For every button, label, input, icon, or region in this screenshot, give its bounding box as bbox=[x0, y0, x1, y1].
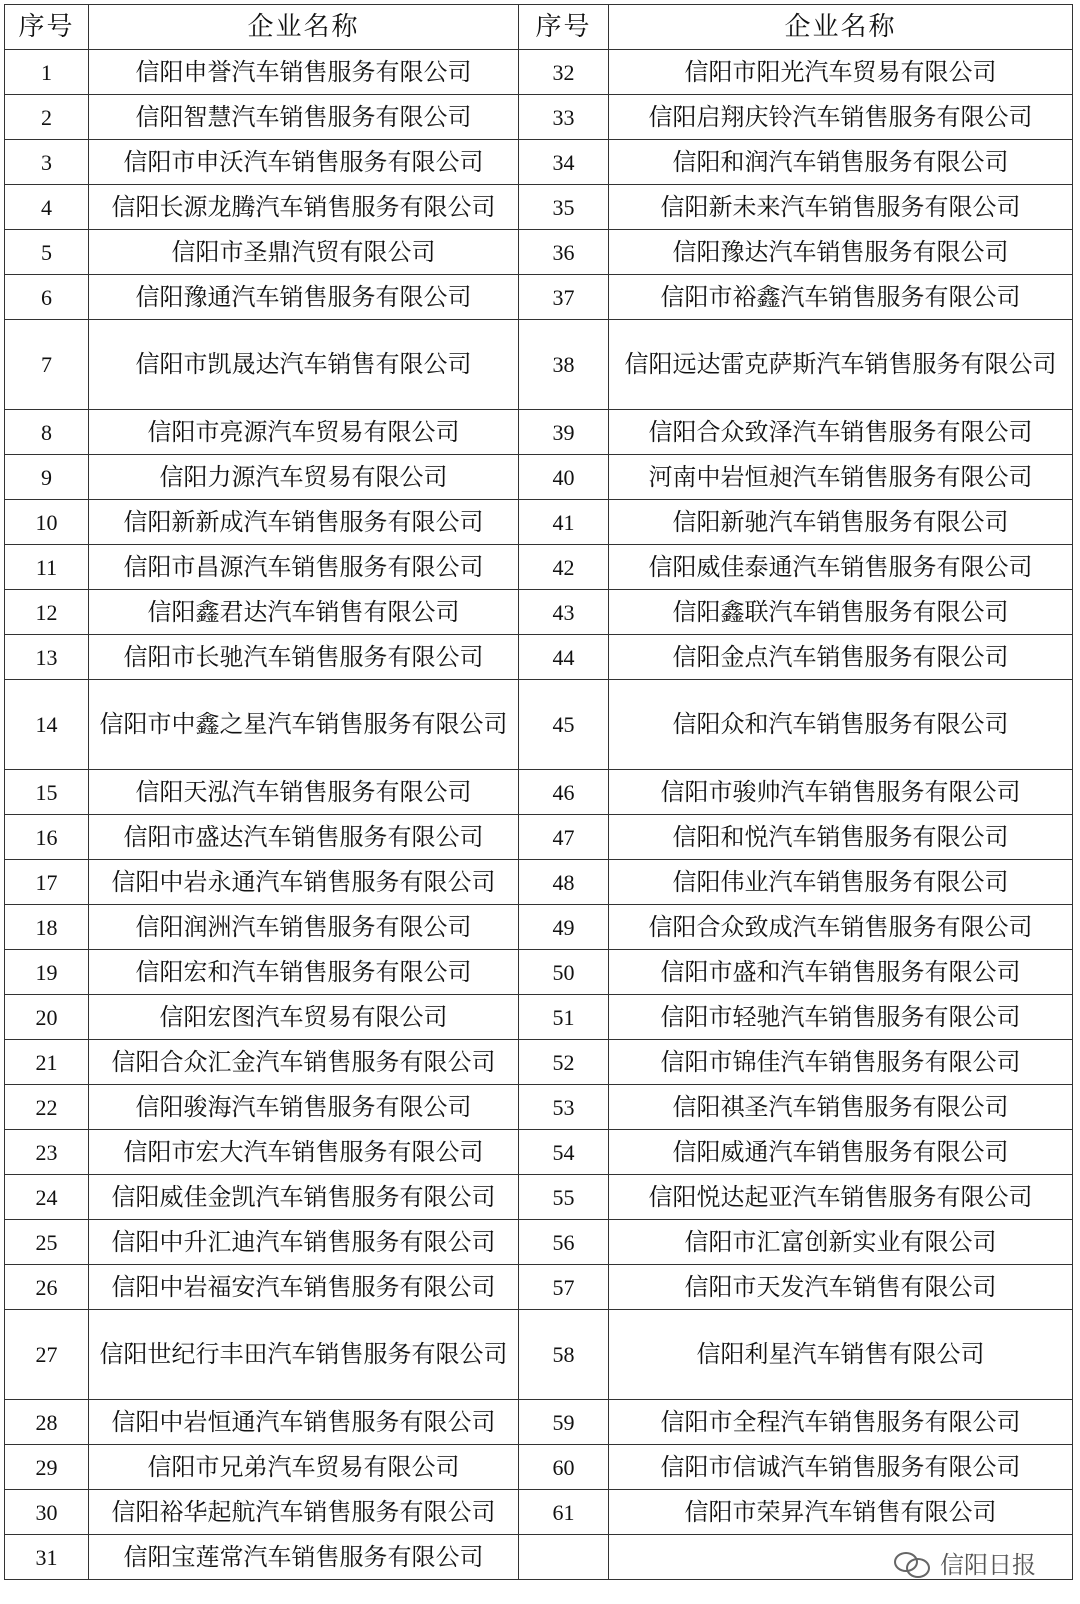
table-row bbox=[5, 545, 1073, 590]
serial-cell: 34 bbox=[519, 140, 609, 185]
company-name-cell: 信阳合众汇金汽车销售服务有限公司 bbox=[89, 1040, 519, 1085]
serial-cell: 51 bbox=[519, 995, 609, 1040]
serial-cell: 12 bbox=[5, 590, 89, 635]
company-name-cell: 信阳合众致成汽车销售服务有限公司 bbox=[609, 905, 1073, 950]
company-name-cell: 信阳市圣鼎汽贸有限公司 bbox=[89, 230, 519, 275]
company-name-cell: 信阳市汇富创新实业有限公司 bbox=[609, 1220, 1073, 1265]
table-row bbox=[5, 185, 1073, 230]
serial-cell: 41 bbox=[519, 500, 609, 545]
company-name-cell: 信阳市天发汽车销售有限公司 bbox=[609, 1265, 1073, 1310]
serial-cell: 60 bbox=[519, 1445, 609, 1490]
table-row bbox=[5, 590, 1073, 635]
header-name-left: 企业名称 bbox=[89, 5, 519, 50]
serial-cell: 13 bbox=[5, 635, 89, 680]
company-name-cell: 信阳宏图汽车贸易有限公司 bbox=[89, 995, 519, 1040]
company-name-cell: 信阳威佳金凯汽车销售服务有限公司 bbox=[89, 1175, 519, 1220]
serial-cell: 2 bbox=[5, 95, 89, 140]
serial-cell: 54 bbox=[519, 1130, 609, 1175]
serial-cell: 21 bbox=[5, 1040, 89, 1085]
company-name-cell: 信阳市长驰汽车销售服务有限公司 bbox=[89, 635, 519, 680]
serial-cell: 5 bbox=[5, 230, 89, 275]
company-name-cell: 信阳市裕鑫汽车销售服务有限公司 bbox=[609, 275, 1073, 320]
serial-cell: 23 bbox=[5, 1130, 89, 1175]
company-name-cell: 信阳豫达汽车销售服务有限公司 bbox=[609, 230, 1073, 275]
company-name-cell: 信阳豫通汽车销售服务有限公司 bbox=[89, 275, 519, 320]
company-name-cell: 信阳中岩恒通汽车销售服务有限公司 bbox=[89, 1400, 519, 1445]
company-name-cell: 信阳金点汽车销售服务有限公司 bbox=[609, 635, 1073, 680]
serial-cell: 53 bbox=[519, 1085, 609, 1130]
serial-cell bbox=[519, 1535, 609, 1580]
serial-cell: 15 bbox=[5, 770, 89, 815]
table-row bbox=[5, 815, 1073, 860]
table-row bbox=[5, 1400, 1073, 1445]
serial-cell: 35 bbox=[519, 185, 609, 230]
serial-cell: 20 bbox=[5, 995, 89, 1040]
company-name-cell: 信阳市轻驰汽车销售服务有限公司 bbox=[609, 995, 1073, 1040]
serial-cell: 31 bbox=[5, 1535, 89, 1580]
company-name-cell: 信阳和悦汽车销售服务有限公司 bbox=[609, 815, 1073, 860]
serial-cell: 45 bbox=[519, 680, 609, 770]
company-name-cell: 信阳合众致泽汽车销售服务有限公司 bbox=[609, 410, 1073, 455]
company-name-cell: 信阳众和汽车销售服务有限公司 bbox=[609, 680, 1073, 770]
wechat-icon bbox=[892, 1548, 934, 1578]
serial-cell: 61 bbox=[519, 1490, 609, 1535]
serial-cell: 4 bbox=[5, 185, 89, 230]
company-name-cell: 信阳中岩福安汽车销售服务有限公司 bbox=[89, 1265, 519, 1310]
table-row bbox=[5, 1220, 1073, 1265]
serial-cell: 46 bbox=[519, 770, 609, 815]
company-name-cell: 信阳骏海汽车销售服务有限公司 bbox=[89, 1085, 519, 1130]
header-name-right: 企业名称 bbox=[609, 5, 1073, 50]
serial-cell: 43 bbox=[519, 590, 609, 635]
serial-cell: 24 bbox=[5, 1175, 89, 1220]
table-row bbox=[5, 50, 1073, 95]
company-name-cell: 信阳市锦佳汽车销售服务有限公司 bbox=[609, 1040, 1073, 1085]
company-name-cell: 信阳市中鑫之星汽车销售服务有限公司 bbox=[89, 680, 519, 770]
table-row bbox=[5, 275, 1073, 320]
watermark-text: 信阳日报 bbox=[940, 1551, 1036, 1579]
table-row bbox=[5, 1490, 1073, 1535]
company-name-cell: 信阳市信诚汽车销售服务有限公司 bbox=[609, 1445, 1073, 1490]
company-name-cell: 信阳宏和汽车销售服务有限公司 bbox=[89, 950, 519, 995]
serial-cell: 48 bbox=[519, 860, 609, 905]
company-name-cell: 信阳利星汽车销售有限公司 bbox=[609, 1310, 1073, 1400]
company-name-cell: 信阳长源龙腾汽车销售服务有限公司 bbox=[89, 185, 519, 230]
company-name-cell: 信阳远达雷克萨斯汽车销售服务有限公司 bbox=[609, 320, 1073, 410]
serial-cell: 33 bbox=[519, 95, 609, 140]
serial-cell: 40 bbox=[519, 455, 609, 500]
enterprise-table bbox=[4, 4, 1073, 1580]
company-name-cell: 信阳威通汽车销售服务有限公司 bbox=[609, 1130, 1073, 1175]
table-row bbox=[5, 455, 1073, 500]
serial-cell: 44 bbox=[519, 635, 609, 680]
serial-cell: 14 bbox=[5, 680, 89, 770]
serial-cell: 26 bbox=[5, 1265, 89, 1310]
serial-cell: 55 bbox=[519, 1175, 609, 1220]
company-name-cell: 信阳世纪行丰田汽车销售服务有限公司 bbox=[89, 1310, 519, 1400]
company-name-cell: 信阳市兄弟汽车贸易有限公司 bbox=[89, 1445, 519, 1490]
serial-cell: 36 bbox=[519, 230, 609, 275]
serial-cell: 49 bbox=[519, 905, 609, 950]
company-name-cell: 信阳市盛和汽车销售服务有限公司 bbox=[609, 950, 1073, 995]
serial-cell: 52 bbox=[519, 1040, 609, 1085]
company-name-cell: 信阳智慧汽车销售服务有限公司 bbox=[89, 95, 519, 140]
table-row bbox=[5, 230, 1073, 275]
company-name-cell: 信阳新未来汽车销售服务有限公司 bbox=[609, 185, 1073, 230]
serial-cell: 8 bbox=[5, 410, 89, 455]
company-name-cell: 信阳新新成汽车销售服务有限公司 bbox=[89, 500, 519, 545]
table-row bbox=[5, 500, 1073, 545]
serial-cell: 39 bbox=[519, 410, 609, 455]
company-name-cell: 信阳市荣昇汽车销售有限公司 bbox=[609, 1490, 1073, 1535]
company-name-cell: 河南中岩恒昶汽车销售服务有限公司 bbox=[609, 455, 1073, 500]
table-row bbox=[5, 140, 1073, 185]
company-name-cell: 信阳力源汽车贸易有限公司 bbox=[89, 455, 519, 500]
serial-cell: 57 bbox=[519, 1265, 609, 1310]
serial-cell: 9 bbox=[5, 455, 89, 500]
company-name-cell: 信阳市盛达汽车销售服务有限公司 bbox=[89, 815, 519, 860]
company-name-cell: 信阳市宏大汽车销售服务有限公司 bbox=[89, 1130, 519, 1175]
serial-cell: 50 bbox=[519, 950, 609, 995]
company-name-cell: 信阳中岩永通汽车销售服务有限公司 bbox=[89, 860, 519, 905]
table-row bbox=[5, 905, 1073, 950]
table-row bbox=[5, 1130, 1073, 1175]
company-name-cell: 信阳悦达起亚汽车销售服务有限公司 bbox=[609, 1175, 1073, 1220]
table-row bbox=[5, 995, 1073, 1040]
company-name-cell: 信阳鑫君达汽车销售有限公司 bbox=[89, 590, 519, 635]
header-serial-left: 序号 bbox=[5, 5, 89, 50]
table-row bbox=[5, 1310, 1073, 1400]
company-name-cell: 信阳市凯晟达汽车销售有限公司 bbox=[89, 320, 519, 410]
company-name-cell: 信阳裕华起航汽车销售服务有限公司 bbox=[89, 1490, 519, 1535]
table-row bbox=[5, 1040, 1073, 1085]
serial-cell: 7 bbox=[5, 320, 89, 410]
table-header-row bbox=[5, 5, 1073, 50]
serial-cell: 28 bbox=[5, 1400, 89, 1445]
table-row bbox=[5, 1175, 1073, 1220]
table-row bbox=[5, 320, 1073, 410]
table-row bbox=[5, 950, 1073, 995]
serial-cell: 38 bbox=[519, 320, 609, 410]
serial-cell: 1 bbox=[5, 50, 89, 95]
table-row bbox=[5, 1085, 1073, 1130]
company-name-cell: 信阳市全程汽车销售服务有限公司 bbox=[609, 1400, 1073, 1445]
serial-cell: 11 bbox=[5, 545, 89, 590]
serial-cell: 6 bbox=[5, 275, 89, 320]
company-name-cell: 信阳天泓汽车销售服务有限公司 bbox=[89, 770, 519, 815]
company-name-cell: 信阳宝莲常汽车销售服务有限公司 bbox=[89, 1535, 519, 1580]
serial-cell: 56 bbox=[519, 1220, 609, 1265]
company-name-cell: 信阳中升汇迪汽车销售服务有限公司 bbox=[89, 1220, 519, 1265]
company-name-cell: 信阳新驰汽车销售服务有限公司 bbox=[609, 500, 1073, 545]
serial-cell: 58 bbox=[519, 1310, 609, 1400]
watermark bbox=[892, 1545, 1036, 1580]
table-row bbox=[5, 1445, 1073, 1490]
company-name-cell: 信阳威佳泰通汽车销售服务有限公司 bbox=[609, 545, 1073, 590]
table-row bbox=[5, 770, 1073, 815]
serial-cell: 19 bbox=[5, 950, 89, 995]
company-name-cell: 信阳申誉汽车销售服务有限公司 bbox=[89, 50, 519, 95]
serial-cell: 25 bbox=[5, 1220, 89, 1265]
company-name-cell: 信阳伟业汽车销售服务有限公司 bbox=[609, 860, 1073, 905]
table-row bbox=[5, 680, 1073, 770]
company-name-cell: 信阳润洲汽车销售服务有限公司 bbox=[89, 905, 519, 950]
company-name-cell: 信阳启翔庆铃汽车销售服务有限公司 bbox=[609, 95, 1073, 140]
serial-cell: 30 bbox=[5, 1490, 89, 1535]
serial-cell: 27 bbox=[5, 1310, 89, 1400]
table-row bbox=[5, 860, 1073, 905]
serial-cell: 18 bbox=[5, 905, 89, 950]
company-name-cell: 信阳市亮源汽车贸易有限公司 bbox=[89, 410, 519, 455]
table-row bbox=[5, 635, 1073, 680]
header-serial-right: 序号 bbox=[519, 5, 609, 50]
company-name-cell: 信阳鑫联汽车销售服务有限公司 bbox=[609, 590, 1073, 635]
company-name-cell: 信阳市阳光汽车贸易有限公司 bbox=[609, 50, 1073, 95]
table-row bbox=[5, 410, 1073, 455]
serial-cell: 10 bbox=[5, 500, 89, 545]
serial-cell: 22 bbox=[5, 1085, 89, 1130]
serial-cell: 37 bbox=[519, 275, 609, 320]
company-name-cell: 信阳市申沃汽车销售服务有限公司 bbox=[89, 140, 519, 185]
serial-cell: 29 bbox=[5, 1445, 89, 1490]
serial-cell: 59 bbox=[519, 1400, 609, 1445]
serial-cell: 3 bbox=[5, 140, 89, 185]
serial-cell: 32 bbox=[519, 50, 609, 95]
table-row bbox=[5, 95, 1073, 140]
table-row bbox=[5, 1265, 1073, 1310]
company-name-cell: 信阳市昌源汽车销售服务有限公司 bbox=[89, 545, 519, 590]
serial-cell: 47 bbox=[519, 815, 609, 860]
serial-cell: 17 bbox=[5, 860, 89, 905]
serial-cell: 42 bbox=[519, 545, 609, 590]
serial-cell: 16 bbox=[5, 815, 89, 860]
company-name-cell: 信阳祺圣汽车销售服务有限公司 bbox=[609, 1085, 1073, 1130]
company-name-cell: 信阳市骏帅汽车销售服务有限公司 bbox=[609, 770, 1073, 815]
company-name-cell: 信阳和润汽车销售服务有限公司 bbox=[609, 140, 1073, 185]
